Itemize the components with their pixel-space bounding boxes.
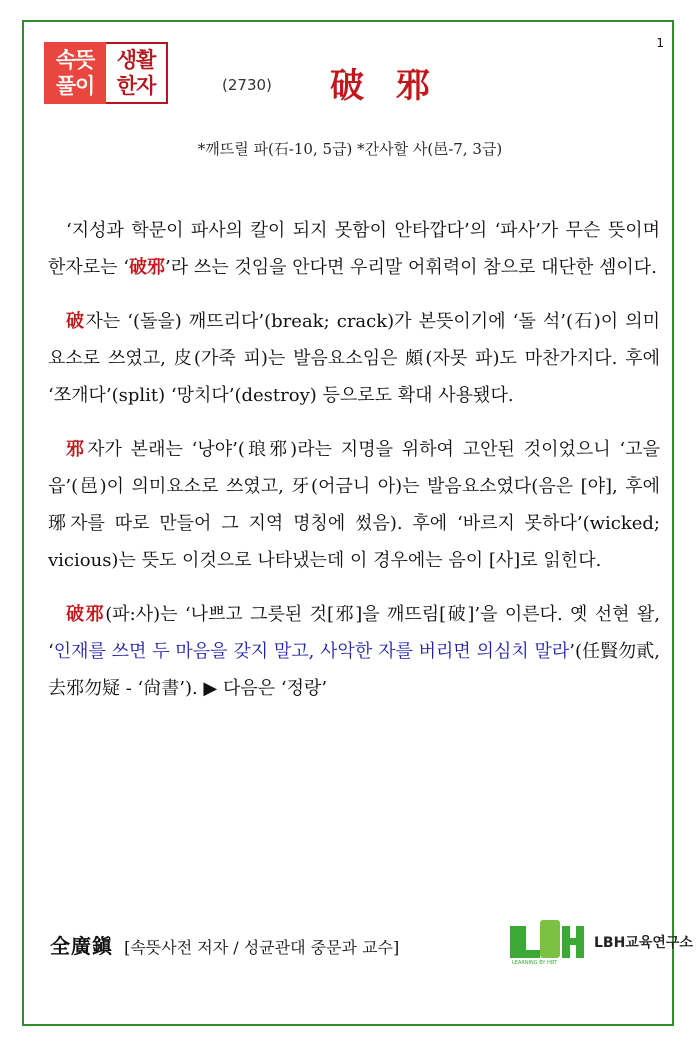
- institute-logo: [510, 918, 693, 966]
- paragraph-text: 자가 본래는 ‘낭야’(琅邪)라는 지명을 위하여 고안된 것이었으니 ‘고을 읍’(邑)이 의미요소로 쓰였고, 牙(어금니 아)는 발음요소였다(음은 [야], 후에 琊자를 따로 만들어 그 지역 명칭에 썼음). 후에 ‘바르지 못하다’(wicked; vicious)는 뜻도 이것으로 나타냈는데 이 경우에는 음이 [사]로 읽힌다.: [48, 439, 660, 571]
- hanja-term: 破邪: [66, 604, 106, 625]
- paragraph: [48, 596, 660, 707]
- paragraph-text: ’라 쓰는 것임을 안다면 우리말 어휘력이 참으로 대단한 셈이다.: [165, 257, 657, 278]
- logo-right-line2: 한자: [116, 74, 156, 98]
- article-body: [48, 212, 660, 724]
- author-line: [50, 930, 399, 959]
- quote-text: 인재를 쓰면 두 마음을 갖지 말고, 사악한 자를 버리면 의심치 말라: [53, 641, 570, 662]
- hanja-term: 邪: [66, 439, 88, 460]
- lbh-logo-mark: [510, 918, 588, 966]
- hanja-term: 破邪: [129, 257, 165, 278]
- logo-right-line1: 생활: [116, 48, 156, 72]
- article-number: (2730): [222, 76, 272, 94]
- logo-left-block: [44, 42, 106, 104]
- paragraph-text: ’(任賢勿貳, 去邪勿疑 - ‘尙書’). ▶ 다음은 ‘정랑’: [48, 641, 661, 699]
- lbh-tagline: LEARNING BY HBT: [512, 960, 558, 966]
- page-number: 1: [656, 36, 664, 50]
- paragraph: [48, 431, 660, 579]
- paragraph: [48, 212, 660, 286]
- logo-left-line1: 속뜻: [55, 48, 95, 72]
- institute-name: LBH교육연구소: [594, 935, 693, 951]
- logo-left-line2: 풀이: [55, 74, 95, 98]
- hanja-term: 破: [66, 311, 86, 332]
- author-affiliation: [속뜻사전 저자 / 성균관대 중문과 교수]: [124, 938, 400, 957]
- paragraph-text: 자는 ‘(돌을) 깨뜨리다’(break; crack)가 본뜻이기에 ‘돌 석’(石)이 의미요소로 쓰였고, 皮(가죽 피)는 발음요소임은 頗(자못 파)도 마찬가지다. 후에 ‘쪼개다’(split) ‘망치다’(destroy) 등으로도 확대 사용됐다.: [48, 311, 660, 406]
- author-name: 全廣鎭: [50, 934, 113, 958]
- character-meanings: *깨뜨릴 파(石-10, 5급) *간사할 사(邑-7, 3급): [197, 140, 503, 158]
- paragraph: [48, 303, 660, 414]
- paragraph-text: (파:사)는 ‘나쁘고 그릇된 것[邪]을 깨뜨림[破]’을 이른다. 옛 선현 왈, ‘: [48, 604, 660, 662]
- series-logo: [44, 42, 168, 104]
- page-title: 破 邪: [330, 66, 440, 106]
- logo-right-block: [106, 42, 168, 104]
- paragraph-text: ‘지성과 학문이 파사의 칼이 되지 못함이 안타깝다’의 ‘파사’가 무슨 뜻이며 한자로는 ‘: [48, 220, 660, 278]
